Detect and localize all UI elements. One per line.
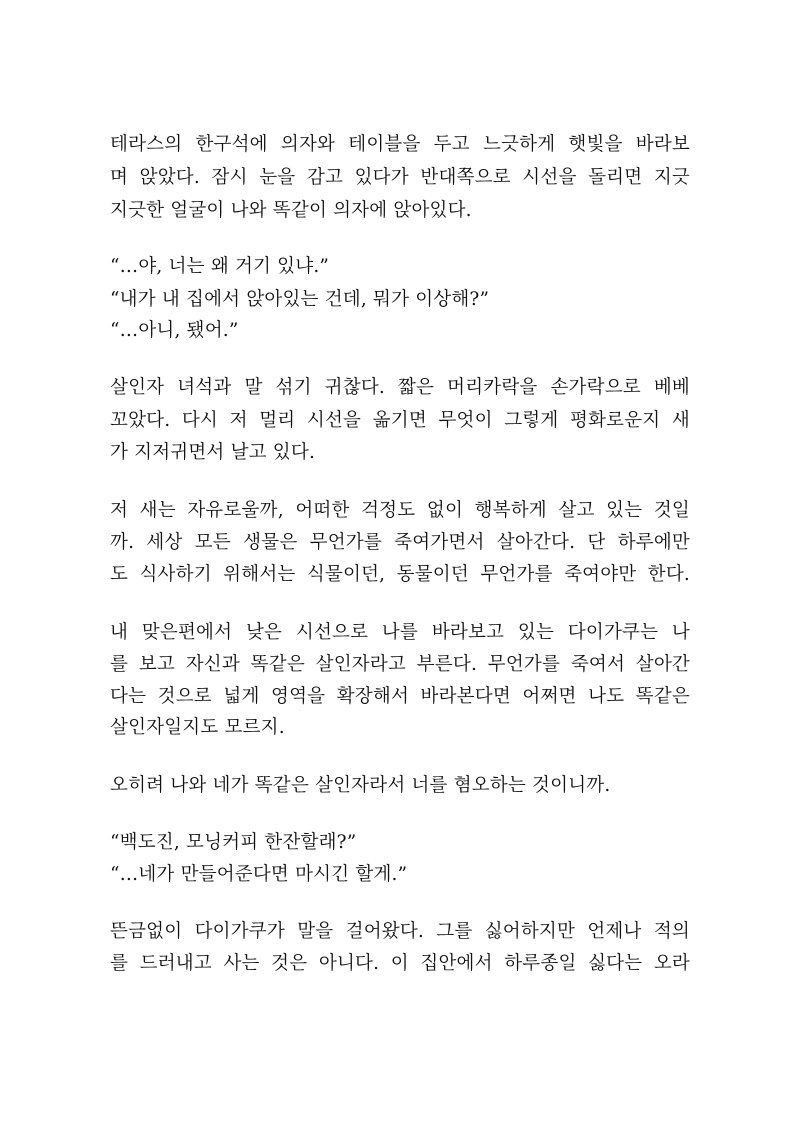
dialogue-line-4: “백도진, 모닝커피 한잔할래?”	[110, 832, 357, 853]
paragraph-3-line-3: 도 식사하기 위해서는 식물이던, 동물이던 무언가를 죽여야만 한다.	[110, 564, 690, 585]
paragraph-2-line-2: 꼬았다. 다시 저 멀리 시선을 옮기면 무엇이 그렇게 평화로운지 새	[110, 410, 690, 431]
paragraph-4-line-3: 다는 것으로 넓게 영역을 확장해서 바라본다면 어쩌면 나도 똑같은	[110, 686, 690, 707]
paragraph-5-line-1: 오히려 나와 네가 똑같은 살인자라서 너를 혐오하는 것이니까.	[110, 775, 611, 796]
paragraph-6-line-1: 뜬금없이 다이가쿠가 말을 걸어왔다. 그를 싫어하지만 언제나 적의	[110, 921, 690, 942]
paragraph-4-line-2: 를 보고 자신과 똑같은 살인자라고 부른다. 무언가를 죽여서 살아간	[110, 654, 690, 675]
paragraph-2-line-3: 가 지저귀면서 날고 있다.	[110, 442, 316, 463]
paragraph-4-line-4: 살인자일지도 모르지.	[110, 717, 285, 738]
paragraph-3-line-1: 저 새는 자유로울까, 어떠한 걱정도 없이 행복하게 살고 있는 것일	[110, 500, 690, 521]
dialogue-line-1: “…야, 너는 왜 거기 있냐.”	[110, 256, 330, 277]
dialogue-line-5: “…네가 만들어준다면 마시긴 할게.”	[110, 864, 408, 885]
paragraph-2-line-1: 살인자 녀석과 말 섞기 귀찮다. 짧은 머리카락을 손가락으로 베베	[110, 377, 690, 398]
paragraph-6-line-2: 를 드러내고 사는 것은 아니다. 이 집안에서 하루종일 싫다는 오라	[110, 953, 690, 974]
dialogue-line-2: “내가 내 집에서 앉아있는 건데, 뭐가 이상해?”	[110, 289, 490, 310]
dialogue-line-3: “…아니, 됐어.”	[110, 320, 239, 341]
paragraph-1-line-1: 테라스의 한구석에 의자와 테이블을 두고 느긋하게 햇빛을 바라보	[110, 134, 690, 155]
paragraph-4-line-1: 내 맞은편에서 낮은 시선으로 나를 바라보고 있는 다이가쿠는 나	[110, 622, 690, 643]
paragraph-3-line-2: 까. 세상 모든 생물은 무언가를 죽여가면서 살아간다. 단 하루에만	[110, 532, 690, 553]
paragraph-1-line-3: 지긋한 얼굴이 나와 똑같이 의자에 앉아있다.	[110, 200, 472, 221]
paragraph-1-line-2: 며 앉았다. 잠시 눈을 감고 있다가 반대쪽으로 시선을 돌리면 지긋	[110, 167, 690, 188]
